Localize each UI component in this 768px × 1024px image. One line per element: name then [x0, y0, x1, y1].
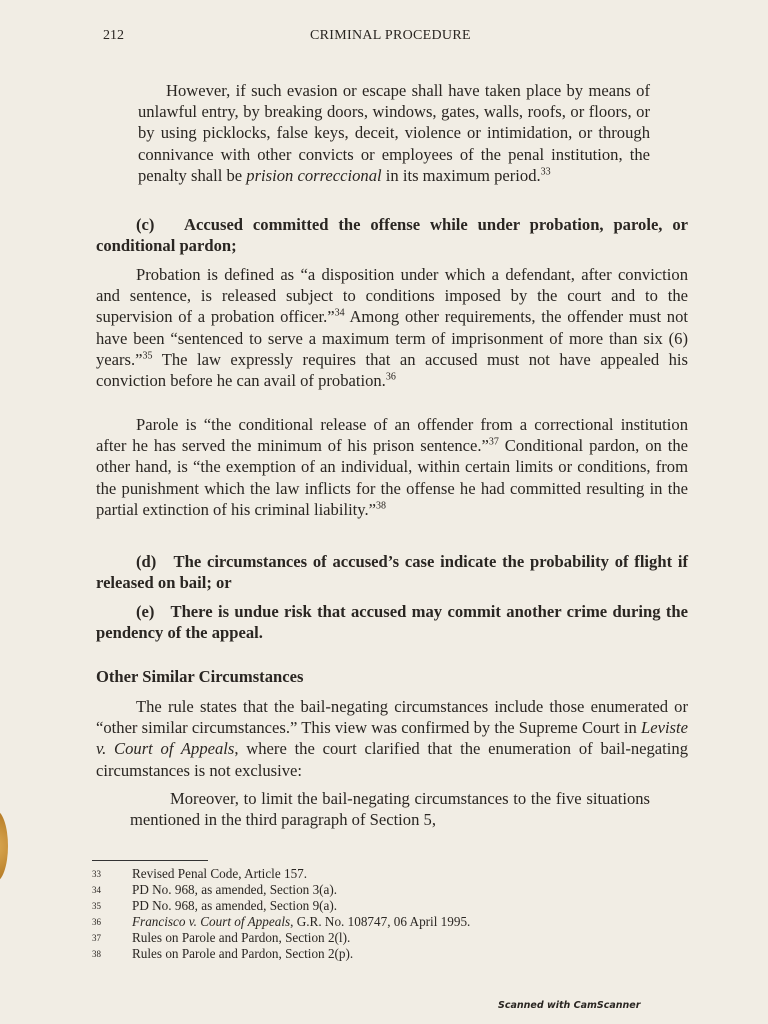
item-e: (e) There is undue risk that accused may commit another crime during the pendency of the appeal. — [96, 602, 688, 643]
page-number: 212 — [103, 28, 124, 43]
footnote-ref: 33 — [540, 166, 551, 178]
item-c: (c) Accused committed the offense while under probation, parole, or conditional pardon; — [96, 215, 688, 256]
section-heading: Other Similar Circumstances — [96, 667, 304, 686]
footnote-ref: 35 — [142, 350, 153, 362]
quote-leviste: Moreover, to limit the bail-negating circumstances to the five situations mentioned in the third paragraph of Section 5, — [130, 789, 650, 830]
paragraph-rule: The rule states that the bail-negating circumstances include those enumerated or “other similar circumstances.” This view was confirmed by the Supreme Court in Leviste v. Court of Appeals, where the court clarified that the enumeration of bail-negating circumstances is not exclusive: — [96, 697, 688, 780]
scanner-watermark: Scanned with CamScanner — [498, 1000, 641, 1011]
footnote-ref: 36 — [385, 371, 396, 383]
footnote-37: 37 Rules on Parole and Pardon, Section 2(l). — [92, 930, 351, 945]
footnote-divider — [92, 860, 208, 861]
footnote-ref: 38 — [376, 500, 387, 512]
item-d: (d) The circumstances of accused’s case indicate the probability of flight if released on bail; or — [96, 552, 688, 593]
footnote-34: 34 PD No. 968, as amended, Section 3(a). — [92, 882, 338, 897]
paragraph-probation: Probation is defined as “a disposition under which a defendant, after conviction and sentence, is released subject to conditions imposed by the court and to the supervision of a probation officer.”$^{34}$ Among other requirements, the offender must not have been “sentenced to serve a maximum term of imprisonment of more than six (6) years.”$^{35}$ The law expressly requires that an accused must not have appealed his conviction before he can avail of probation.$^{36}$ — [96, 265, 689, 391]
footnote-35: 35 PD No. 968, as amended, Section 9(a). — [92, 898, 338, 913]
footnote-ref: 37 — [488, 436, 499, 448]
running-header: CRIMINAL PROCEDURE — [310, 28, 471, 43]
footnote-33: 33 Revised Penal Code, Article 157. — [92, 866, 308, 881]
quote-evasion: However, if such evasion or escape shall have taken place by means of unlawful entry, by breaking doors, windows, gates, walls, roofs, or floors, or by using picklocks, false keys, deceit, violence or intimidation, or through connivance with other convicts or employees of the penal institution, the penalty shall be prision correccional in its maximum period.$^{33}$ — [138, 81, 650, 185]
page-edge-decoration — [0, 810, 8, 882]
footnote-ref: 34 — [334, 307, 345, 319]
footnote-38: 38 Rules on Parole and Pardon, Section 2(p). — [92, 946, 354, 961]
paragraph-parole: Parole is “the conditional release of an offender from a correctional institution after he has served the minimum of his prison sentence.”$^{37}$ Conditional pardon, on the other hand, is “the exemption of an individual, within certain limits or conditions, from the punishment which the law inflicts for the offense he had committed resulting in the partial extinction of his criminal liability.”$^{38}$ — [96, 415, 689, 519]
footnote-36: 36 Francisco v. Court of Appeals, G.R. No. 108747, 06 April 1995. — [92, 914, 471, 929]
